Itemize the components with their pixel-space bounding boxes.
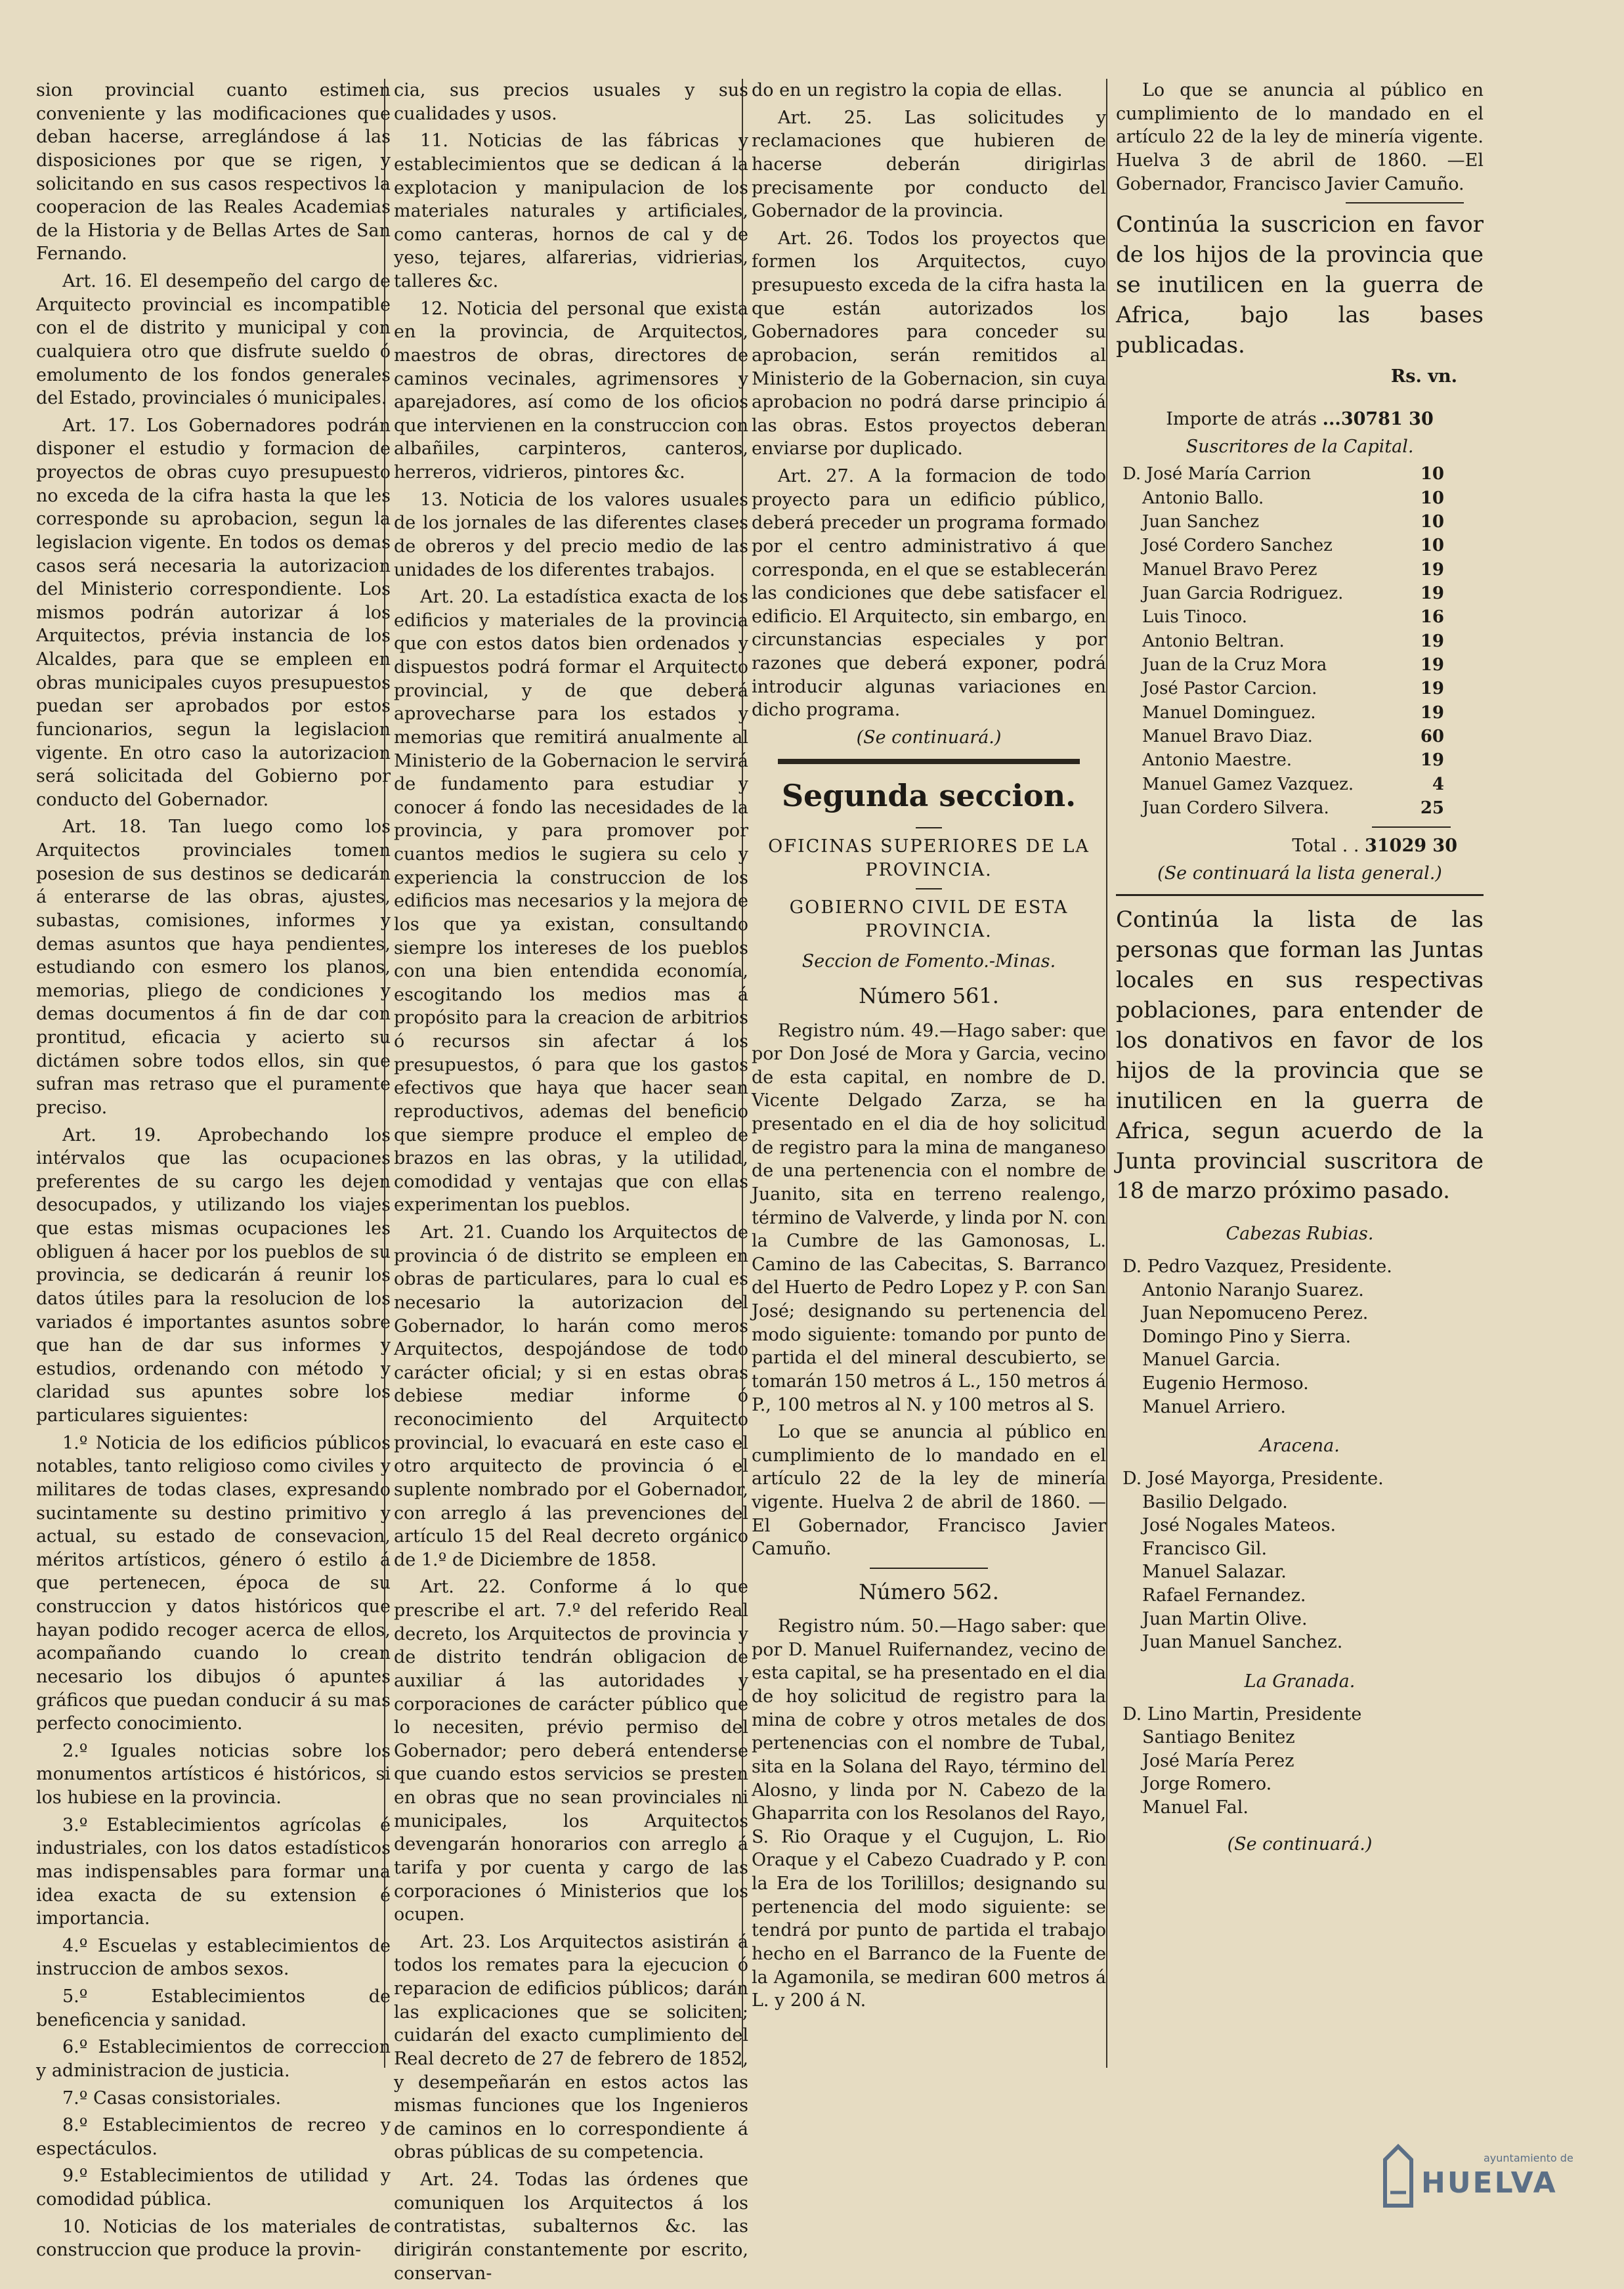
- junta-member: Manuel Arriero.: [1142, 1396, 1286, 1417]
- paragraph: Registro núm. 49.—Hago saber: que por Don José de Mora y Garcia, vecino de esta capital, en nombre de D. Vicente Delgado Zarza, se ha presentado en el dia de hoy solicitud de registro para la mina de manganeso de una pertenencia con el nombre de Juanito, sita en terreno realengo, término de Valverde, y linda por N. con la Cumbre de las Gamonosas, L. Camino de las Cabecitas, S. Barranco del Huerto de Pedro Lopez y P. con San José; designando su pertenencia del modo siguiente: tomando por punto de partida el del mineral descubierto, se tomarán 150 metros á L., 150 metros á P., 100 metros al N. y 100 metros al S.: [752, 1020, 1106, 1415]
- continuation-note: (Se continuará.): [856, 727, 1002, 748]
- junta-member: D. Pedro Vazquez, Presidente.: [1122, 1256, 1392, 1277]
- office-heading: OFICINAS SUPERIORES DE LA PROVINCIA.: [768, 836, 1090, 880]
- paragraph: 4.º Escuelas y establecimientos de instruccion de ambos sexos.: [36, 1935, 391, 1980]
- paragraph: 8.º Establecimientos de recreo y espectáculos.: [36, 2115, 391, 2159]
- column-2: [394, 79, 748, 2289]
- donor-amount: 19: [1420, 654, 1444, 675]
- donor-name: José Pastor Carcion.: [1142, 679, 1317, 699]
- donor-row: [1116, 605, 1484, 629]
- previous-total: Importe de atrás ...30781 30: [1166, 409, 1434, 430]
- paragraph: Art. 26. Todos los proyectos que formen los Arquitectos, cuyo presupuesto exceda de la cifra hasta la que están autorizados los Gobernadores para conceder su aprobacion, serán remitidos al Ministerio de la Gobernacion, sin cuya aprobacion no podrá darse principio á las obras. Estos proyectos deberan enviarse por duplicado.: [752, 228, 1106, 460]
- watermark-sub: ayuntamiento de: [1484, 2152, 1573, 2164]
- junta-member: Jorge Romero.: [1142, 1774, 1272, 1795]
- donor-row: [1116, 677, 1484, 700]
- paragraph: Art. 19. Aprobechando los intérvalos que las ocupaciones preferentes de su cargo les dejen desocupados, y utilizando los viajes que estas mismas ocupaciones les obliguen á hacer por los pueblos de su provincia, se dedicarán á reunir los datos útiles para la resolucion de los variados é importantes asuntos sobre que han de dar sus informes y estudios, ordenando con método y claridad sus apuntes sobre los particulares siguientes:: [36, 1124, 391, 1426]
- donor-amount: 19: [1420, 679, 1444, 699]
- paragraph: Art. 23. Los Arquitectos asistirán á todos los remates para la ejecucion ó reparacion de edificios públicos; darán las explicaciones que se soliciten; cuidarán del exacto cumplimiento del Real decreto de 27 de febrero de 1852, y desempeñarán en estos actos las mismas funciones que los Ingenieros de caminos en lo correspondiente á obras públicas de su competencia.: [394, 1931, 748, 2163]
- donor-row: [1116, 773, 1484, 796]
- paragraph: 5.º Establecimientos de beneficencia y sanidad.: [36, 1986, 391, 2030]
- donor-name: Juan Garcia Rodriguez.: [1142, 584, 1344, 604]
- grand-total: Total . . 31029 30: [1292, 836, 1457, 857]
- junta-member: Eugenio Hermoso.: [1142, 1373, 1309, 1394]
- donor-row: [1116, 534, 1484, 557]
- junta-member: Manuel Salazar.: [1142, 1562, 1287, 1583]
- paragraph: 11. Noticias de las fábricas y establecimientos que se dedican á la explotacion y manipulacion de los materiales naturales y artificiales, como canteras, hornos de cal y de yeso, tejares, alfarerias, vidrierias, talleres &c.: [394, 131, 748, 291]
- paragraph: Art. 25. Las solicitudes y reclamaciones que hubieren de hacerse deberán dirigirlas precisamente por conducto del Gobernador de la provincia.: [752, 107, 1106, 222]
- donor-row: [1116, 558, 1484, 582]
- notice-number-562: Número 562.: [859, 1579, 999, 1604]
- town-heading: Aracena.: [1260, 1436, 1340, 1457]
- donor-name: Manuel Bravo Diaz.: [1142, 726, 1313, 746]
- watermark-text: HUELVA: [1421, 2166, 1558, 2200]
- donor-amount: 4: [1432, 774, 1444, 794]
- junta-member: Rafael Fernandez.: [1142, 1585, 1306, 1606]
- paragraph: Art. 18. Tan luego como los Arquitectos provinciales tomen posesion de sus destinos se dedicarán á enterarse de las obras, ajustes, subastas, comisiones, informes y demas asuntos que haya pendientes, estudiando con esmero los planos, memorias, pliego de condiciones y demas documentos á fin de dar con prontitud, eficacia y acierto su dictámen sobre todos ellos, sin que sufran mas retraso que el puramente preciso.: [36, 817, 391, 1118]
- junta-member: Juan Martin Olive.: [1142, 1608, 1308, 1629]
- paragraph: sion provincial cuanto estimen conveniente y las modificaciones que deban hacerse, arreglándose á las disposiciones por que se rigen, y solicitando en sus casos respectivos la cooperacion de las Reales Academias de la Historia y de Bellas Artes de San Fernando.: [36, 80, 391, 265]
- donor-amount: 25: [1420, 798, 1444, 818]
- donor-row: [1116, 582, 1484, 605]
- paragraph: 10. Noticias de los materiales de construccion que produce la provin-: [36, 2216, 391, 2261]
- paragraph: Art. 21. Cuando los Arquitectos de provincia ó de distrito se empleen en obras de particulares, para lo cual es necesario la autorizacion del Gobernador, lo harán como meros Arquitectos, despojándose de todo carácter oficial; y si en estas obras debiese mediar informe ó reconocimiento del Arquitecto provincial, lo evacuará en este caso el otro arquitecto de provincia ó el suplente nombrado por el Gobernador, con arreglo á las prevenciones del artículo 15 del Real decreto orgánico de 1.º de Diciembre de 1858.: [394, 1222, 748, 1570]
- donor-name: Manuel Gamez Vazquez.: [1142, 774, 1354, 794]
- capital-subscribers-heading: Suscritores de la Capital.: [1186, 436, 1414, 457]
- junta-member: Juan Nepomuceno Perez.: [1142, 1303, 1369, 1324]
- section-title: Segunda seccion.: [781, 777, 1077, 813]
- junta-member: Antonio Naranjo Suarez.: [1142, 1279, 1364, 1300]
- donor-name: Manuel Dominguez.: [1142, 702, 1316, 723]
- junta-member: Domingo Pino y Sierra.: [1142, 1326, 1352, 1347]
- paragraph: Art. 22. Conforme á lo que prescribe el art. 7.º del referido Real decreto, los Arquitectos de provincia y de distrito tendrán obligacion de auxiliar á las autoridades y corporaciones de carácter público que lo necesiten, prévio permiso del Gobernador; pero deberá entenderse que cuando estos servicios se presten en obras que no sean provinciales ni municipales, los Arquitectos devengarán honorarios con arreglo á tarifa y por cuenta y cargo de las corporaciones ó Ministerios que los ocupen.: [394, 1577, 748, 1925]
- notice-number-561: Número 561.: [859, 983, 999, 1009]
- donor-amount: 19: [1420, 631, 1444, 651]
- paragraph: 9.º Establecimientos de utilidad y comodidad pública.: [36, 2166, 391, 2210]
- final-continuation: (Se continuará.): [1227, 1833, 1373, 1854]
- paragraph: do en un registro la copia de ellas.: [752, 80, 1063, 100]
- junta-member: José María Perez: [1142, 1750, 1294, 1771]
- donor-table: [1116, 462, 1484, 820]
- paragraph: Registro núm. 50.—Hago saber: que por D. Manuel Ruifernandez, vecino de esta capital, se ha presentado en el dia de hoy solicitud de registro para la mina de cobre y otros metales de dos pertenencias con el nombre de Tubal, sita en la Solana del Rayo, término del Alosno, y linda por N. Cabezo de la Ghaparrita con los Resolanos del Rayo, S. Rio Oraque y el Cugujon, L. Rio Oraque y el Cabezo Cuadrado y P. con la Era de los Torilillos; designando su pertenencia del modo siguiente: se tendrá por punto de partida el trabajo hecho en el Barranco de la Fuente de la Agamonila, se mediran 600 metros á L. y 200 á N.: [752, 1616, 1106, 2011]
- donor-amount: 19: [1420, 584, 1444, 604]
- junta-member: Manuel Fal.: [1142, 1797, 1249, 1818]
- donor-amount: 16: [1420, 607, 1444, 628]
- paragraph: Art. 20. La estadística exacta de los edificios y materiales de la provincia que con estos datos bien ordenados y dispuestos podrá formar el Arquitecto provincial, y de que deberá aprovecharse para los estados y memorias que remitirá anualmente al Ministerio de la Gobernacion le servirá de fundamento para estudiar y conocer á fondo las necesidades de la provincia, y para promover por cuantos medios le sugiera su celo y experiencia la construccion de los edificios mas necesarios y la mejora de los que ya existan, consultando siempre los intereses de los pueblos con una bien entendida economía, escogitando los medios mas á propósito para la creacion de arbitrios ó recursos sin afectar á los presupuestos, ó para que los gastos efectivos que haya que hacer sean reproductivos, ademas del beneficio que siempre produce el empleo de brazos en las obras, y la utilidad, comodidad y ventajas que con ellas experimentan los pueblos.: [394, 587, 748, 1216]
- subscription-notice: Continúa la suscricion en favor de los hijos de la provincia que se inutilicen en la guerra de Africa, bajo las bases publicadas.: [1116, 211, 1484, 358]
- section-divider: [778, 759, 1080, 764]
- donor-amount: 10: [1420, 488, 1444, 508]
- donor-row: [1116, 748, 1484, 772]
- donor-amount: 10: [1420, 536, 1444, 556]
- junta-member: Manuel Garcia.: [1142, 1350, 1281, 1371]
- donor-row: [1116, 701, 1484, 725]
- donor-name: D. José María Carrion: [1122, 464, 1312, 484]
- town-heading: La Granada.: [1244, 1671, 1356, 1692]
- paragraph: 3.º Establecimientos agrícolas é industriales, con los datos estadísticos mas indispensables para formar una idea exacta de su extension é importancia.: [36, 1814, 391, 1929]
- column-3: [752, 79, 1106, 2017]
- donor-name: Antonio Maestre.: [1142, 750, 1292, 771]
- junta-member: D. José Mayorga, Presidente.: [1122, 1468, 1384, 1489]
- donor-amount: 19: [1420, 702, 1444, 723]
- paragraph: 12. Noticia del personal que exista en la provincia, de Arquitectos, maestros de obras, directores de caminos vecinales, agrimensores y aparejadores, así como de los oficios que intervienen en la construccion con albañiles, carpinteros, canteros, herreros, vidrieros, pintores &c.: [394, 298, 748, 482]
- list-continuation: (Se continuará la lista general.): [1157, 863, 1442, 884]
- junta-member: Basilio Delgado.: [1142, 1491, 1288, 1512]
- donor-amount: 60: [1420, 726, 1444, 746]
- paragraph: 1.º Noticia de los edificios públicos notables, tanto religioso como civiles y militares de todas clases, expresando sucintamente su destino primitivo y actual, su estado de consevacion, méritos artísticos, género ó estilo á que pertenecen, época de su construccion y datos históricos que hayan podido recoger acerca de ellos, acompañando cuando lo crean necesario los dibujos ó apuntes gráficos que puedan conducir á su mas perfecto conocimiento.: [36, 1432, 391, 1734]
- junta-member: D. Lino Martin, Presidente: [1122, 1703, 1362, 1724]
- paragraph: cia, sus precios usuales y sus cualidades y usos.: [394, 80, 748, 124]
- donor-name: Luis Tinoco.: [1142, 607, 1248, 628]
- donor-row: [1116, 725, 1484, 748]
- junta-member: Juan Manuel Sanchez.: [1142, 1632, 1343, 1653]
- donor-amount: 10: [1420, 464, 1444, 484]
- donor-amount: 19: [1420, 559, 1444, 580]
- section-subtitle: Seccion de Fomento.-Minas.: [801, 951, 1056, 972]
- paragraph: 2.º Iguales noticias sobre los monumentos artísticos é históricos, si los hubiese en la provincia.: [36, 1740, 391, 1808]
- donor-name: Juan de la Cruz Mora: [1142, 654, 1327, 675]
- donor-row: [1116, 630, 1484, 653]
- currency-label: Rs. vn.: [1390, 366, 1457, 387]
- office-subheading: GOBIERNO CIVIL DE ESTA PROVINCIA.: [789, 897, 1069, 942]
- donor-name: Juan Sanchez: [1142, 512, 1260, 532]
- donor-name: Juan Cordero Silvera.: [1142, 798, 1329, 818]
- column-1: [36, 79, 391, 2266]
- donor-row: [1116, 462, 1484, 486]
- junta-member: José Nogales Mateos.: [1142, 1515, 1336, 1536]
- donor-name: Manuel Bravo Perez: [1142, 559, 1317, 580]
- town-heading: Cabezas Rubias.: [1226, 1224, 1374, 1245]
- donor-row: [1116, 486, 1484, 510]
- paragraph: 7.º Casas consistoriales.: [62, 2087, 282, 2108]
- paragraph: Art. 27. A la formacion de todo proyecto para un edificio público, deberá preceder un programa formado por el centro administrativo á que corresponda, en el que se establecerán las condiciones que debe satisfacer el edificio. El Arquitecto, sin embargo, en circunstancias especiales y por razones que deberá exponer, podrá introducir algunas variaciones en dicho programa.: [752, 466, 1106, 721]
- donor-name: Antonio Ballo.: [1142, 488, 1264, 508]
- donor-amount: 10: [1420, 512, 1444, 532]
- paragraph: Art. 24. Todas las órdenes que comuniquen los Arquitectos á los contratistas, subalternos &c. las dirigirán constantemente por escrito, conservan-: [394, 2170, 748, 2284]
- donor-amount: 19: [1420, 750, 1444, 771]
- paragraph: Art. 17. Los Gobernadores podrán disponer el estudio y formacion de proyectos de obras cuyo presupuesto no exceda de la cifra hasta la que les corresponde su aprobacion, segun la legislacion vigente. En todos os demas casos será necesaria la autorizacion del Ministerio correspondiente. Los mismos podrán autorizar á los Arquitectos, prévia instancia de los Alcaldes, para que se empleen en obras municipales cuyos presupuestos puedan ser aprobados por estos funcionarios, segun la legislacion vigente. En otro caso la autorizacion será solicitada del Gobierno por conducto del Gobernador.: [36, 415, 391, 810]
- paragraph: 6.º Establecimientos de correccion y administracion de justicia.: [36, 2037, 391, 2081]
- paragraph: Art. 16. El desempeño del cargo de Arquitecto provincial es incompatible con el de distrito y municipal y con cualquiera otro que disfrute sueldo ó emolumento de los fondos generales del Estado, provinciales ó municipales.: [36, 271, 391, 409]
- paragraph: Lo que se anuncia al público en cumplimiento de lo mandado en el artículo 22 de la ley de minería vigente. Huelva 2 de abril de 1860. —El Gobernador, Francisco Javier Camuño.: [752, 1422, 1106, 1560]
- paragraph: 13. Noticia de los valores usuales de los jornales de las diferentes clases de obreros y del precio medio de las unidades de los diferentes trabajos.: [394, 489, 748, 580]
- column-4: [1116, 79, 1484, 1860]
- junta-member: Santiago Benitez: [1142, 1727, 1295, 1748]
- donor-row: [1116, 510, 1484, 534]
- notice-closing: Lo que se anuncia al público en cumplimiento de lo mandado en el artículo 22 de la ley de minería vigente. Huelva 3 de abril de 1860. —El Gobernador, Francisco Javier Camuño.: [1116, 80, 1484, 194]
- donor-name: José Cordero Sanchez: [1142, 536, 1333, 556]
- donor-row: [1116, 653, 1484, 677]
- donor-name: Antonio Beltran.: [1142, 631, 1285, 651]
- donor-row: [1116, 796, 1484, 820]
- junta-member: Francisco Gil.: [1142, 1538, 1268, 1559]
- juntas-notice: Continúa la lista de las personas que forman las Juntas locales en sus respectivas poblaciones, para entender de los donativos en favor de los hijos de la provincia que se inutilicen en la guerra de Africa, segun acuerdo de la Junta provincial suscritora de 18 de marzo próximo pasado.: [1116, 907, 1484, 1205]
